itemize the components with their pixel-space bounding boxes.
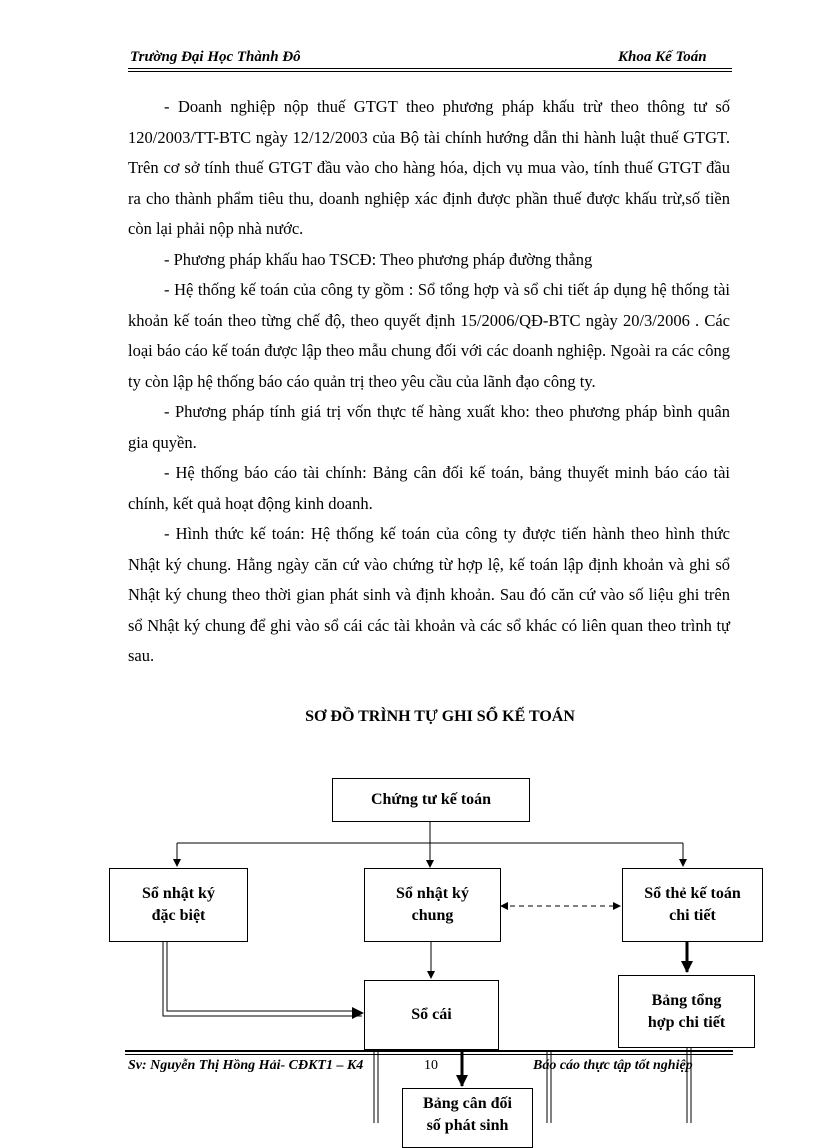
footer-divider-secondary (125, 1054, 733, 1055)
paragraph-accounting-form: - Hình thức kế toán: Hệ thống kế toán của công ty được tiến hành theo hình thức Nhật ký chung. Hằng ngày căn cứ vào chứng từ hợp lệ, kế toán lập định khoản và ghi sổ Nhật ký chung theo thời gian phát sinh và định khoản. Sau đó căn cứ vào số liệu ghi trên sổ Nhật ký chung để ghi vào sổ cái các tài khoản và các sổ khác có liên quan theo trình tự sau. (128, 524, 730, 665)
diagram-title: SƠ ĐỒ TRÌNH TỰ GHI SỔ KẾ TOÁN (305, 708, 575, 725)
footer-divider (125, 1050, 733, 1052)
box-so-cai: Sổ cái (364, 980, 499, 1050)
box-so-nhat-ky-dac-biet: Sổ nhật ký đặc biệt (109, 868, 248, 942)
paragraph-financial-reports: - Hệ thống báo cáo tài chính: Bảng cân đối kế toán, bảng thuyết minh báo cáo tài chính, kết quả hoạt động kinh doanh. (128, 463, 730, 513)
box-bang-can-doi-so-phat-sinh: Bảng cân đối số phát sinh (402, 1088, 533, 1148)
footer-student-name: Sv: Nguyễn Thị Hồng Hải- CĐKT1 – K4 (128, 1058, 364, 1073)
paragraph-accounting-system: - Hệ thống kế toán của công ty gồm : Sổ tổng hợp và sổ chi tiết áp dụng hệ thống tài khoản kế toán theo từng chế độ, theo quyết định 15/2006/QĐ-BTC ngày 20/3/2006 . Các loại báo cáo kế toán được lập theo mẫu chung đối với các doanh nghiệp. Ngoài ra các công ty còn lập hệ thống báo cáo quản trị theo yêu cầu của lãnh đạo công ty. (128, 280, 730, 391)
footer-page-number: 10 (424, 1058, 438, 1073)
box-so-nhat-ky-chung: Sổ nhật ký chung (364, 868, 501, 942)
header-faculty-name: Khoa Kế Toán (618, 49, 707, 65)
paragraph-depreciation: - Phương pháp khấu hao TSCĐ: Theo phương pháp đường thẳng (164, 249, 593, 269)
connector-dac-biet-to-so-cai (163, 942, 362, 1016)
footer-report-title: Báo cáo thực tập tốt nghiệp (533, 1058, 693, 1073)
header-school-name: Trường Đại Học Thành Đô (130, 49, 301, 65)
box-bang-tong-hop-chi-tiet: Bảng tổng hợp chi tiết (618, 975, 755, 1048)
box-chung-tu-ke-toan: Chứng tư kế toán (332, 778, 530, 822)
box-so-the-ke-toan-chi-tiet: Sổ thẻ kế toán chi tiết (622, 868, 763, 942)
paragraph-vat: - Doanh nghiệp nộp thuế GTGT theo phương pháp khấu trừ theo thông tư số 120/2003/TT-BTC ngày 12/12/2003 của Bộ tài chính hướng dẫn thi hành luật thuế GTGT. Trên cơ sở tính thuế GTGT đầu vào cho hàng hóa, dịch vụ mua vào, tính thuế GTGT đầu ra cho thành phẩm tiêu thu, doanh nghiệp xác định được phần thuế được khấu trừ,số tiền còn lại phải nộp nhà nước. (128, 97, 730, 238)
paragraph-inventory-valuation: - Phương pháp tính giá trị vốn thực tế hàng xuất kho: theo phương pháp bình quân gia quyền. (128, 402, 730, 452)
